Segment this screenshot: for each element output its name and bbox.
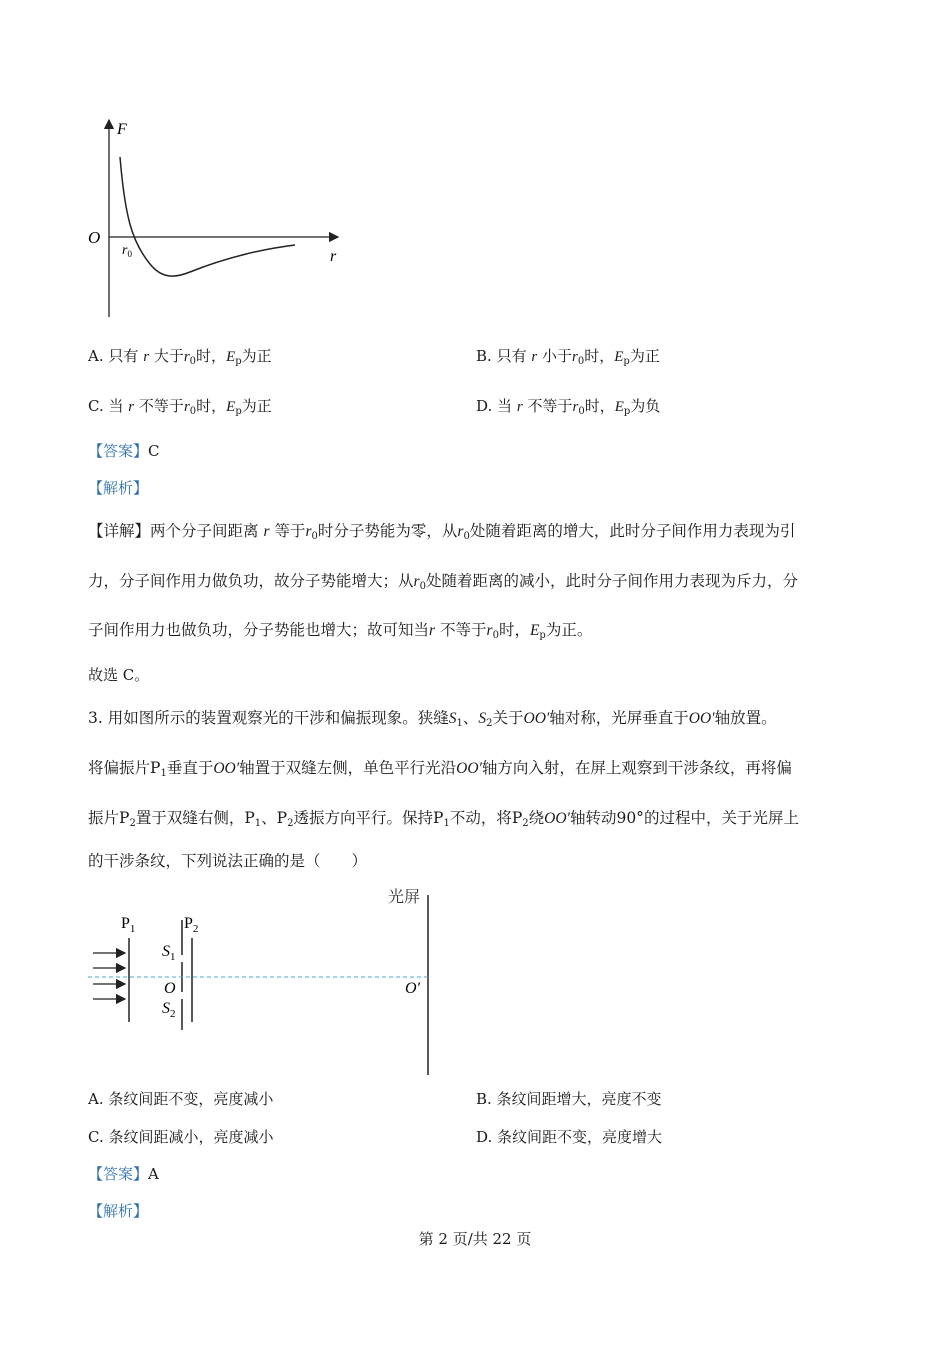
- p1-label: [121, 915, 135, 935]
- x-axis-label: r: [330, 248, 337, 265]
- text: 的过程中，关于光屏上: [643, 809, 799, 827]
- q2-detail-line-1: [88, 521, 795, 547]
- var-r: r: [516, 399, 523, 415]
- sym-r0: r: [572, 399, 579, 415]
- sym-sub: p: [623, 406, 631, 417]
- text: 等于: [274, 522, 306, 540]
- sym-r0: r: [486, 622, 493, 639]
- sym-axis: OO′: [544, 810, 570, 827]
- sym-ep: E: [529, 622, 540, 639]
- sym-p: P: [433, 809, 444, 827]
- q2-option-c[interactable]: [88, 396, 272, 422]
- text: 关于: [492, 709, 524, 727]
- text: 垂直于: [166, 759, 214, 777]
- q2-detail-line-2: [88, 571, 798, 597]
- q3-option-a[interactable]: A. 条纹间距不变，亮度减小: [88, 1090, 274, 1108]
- text: 为正。: [545, 621, 593, 639]
- option-text: 为正: [629, 347, 660, 365]
- detail-tag: 【详解】: [88, 522, 151, 540]
- sym-sub: p: [623, 356, 630, 367]
- sym-sub: p: [235, 406, 242, 417]
- sym-sub: 1: [160, 768, 167, 779]
- q2-option-d[interactable]: [476, 396, 660, 422]
- s2-sub: 2: [170, 1008, 176, 1020]
- sym-r0: r: [413, 573, 420, 590]
- sym-sub: 2: [522, 818, 529, 829]
- sym-p: P: [150, 759, 161, 777]
- r0-r: r: [122, 243, 128, 258]
- option-letter: C.: [88, 397, 104, 415]
- option-text: 时，: [196, 397, 227, 415]
- text: 振片: [88, 809, 120, 827]
- text: 子间作用力也做负功，分子势能也增大；故可知当: [88, 621, 430, 639]
- sym-r0: r: [572, 349, 578, 365]
- text: 轴放置。: [714, 709, 777, 727]
- sym-r0: r: [457, 523, 464, 540]
- angle: 90°: [616, 809, 644, 827]
- text: 不动，将: [449, 809, 512, 827]
- s2-label: [162, 1000, 176, 1020]
- option-text: 大于: [153, 347, 184, 365]
- q2-analysis: [88, 478, 148, 498]
- text: 、: [261, 809, 277, 827]
- text: 时分子势能为零，从: [317, 522, 458, 540]
- o-label: O: [164, 980, 176, 997]
- text: 3. 用如图所示的装置观察光的干涉和偏振现象。狭缝: [88, 709, 449, 727]
- q2-conclusion: 故选 C。: [88, 666, 150, 684]
- o-prime-label: O′: [405, 980, 421, 997]
- force-distance-graph: [80, 112, 360, 322]
- q2-answer: [88, 441, 160, 461]
- answer-tag: 【答案】: [88, 1165, 149, 1183]
- p2-label: [184, 915, 198, 935]
- r0-label: [122, 243, 132, 259]
- sym-p: P: [119, 809, 130, 827]
- var-r: r: [429, 622, 436, 639]
- sym-sub: 0: [189, 406, 197, 417]
- analysis-tag: 【解析】: [88, 1202, 149, 1220]
- option-text: 不等于: [138, 397, 184, 415]
- sym-sub: 0: [419, 581, 426, 592]
- text: 轴转动: [569, 809, 617, 827]
- q3-answer: [88, 1164, 159, 1184]
- option-text: 为正: [241, 347, 272, 365]
- sym-sub: 2: [486, 718, 493, 729]
- sym-p: P: [244, 809, 255, 827]
- var-r: r: [531, 349, 538, 365]
- sym-p: P: [511, 809, 523, 827]
- page-footer: 第 2 页/共 22 页: [418, 1230, 532, 1248]
- option-text: 当: [497, 397, 513, 415]
- option-text: 为负: [630, 397, 661, 415]
- option-letter: A.: [88, 347, 104, 365]
- option-text: 小于: [542, 347, 573, 365]
- r0-sub: 0: [127, 249, 132, 259]
- sym-sub: 2: [129, 818, 136, 829]
- q3-stem-line-2: [88, 758, 792, 784]
- option-text: 只有: [496, 347, 527, 365]
- option-text: 为正: [241, 397, 272, 415]
- q2-option-b[interactable]: [476, 346, 660, 372]
- sym-ep: E: [614, 399, 624, 415]
- sym-sub: 0: [578, 406, 585, 417]
- text: 透振方向平行。保持: [293, 809, 433, 827]
- text: 轴对称，光屏垂直于: [549, 709, 689, 727]
- sym-sub: 0: [577, 356, 585, 367]
- sym-axis: OO′: [456, 760, 482, 777]
- q3-option-b[interactable]: B. 条纹间距增大，亮度不变: [476, 1090, 662, 1108]
- sym-sub: 0: [311, 531, 318, 542]
- sym-axis: OO′: [523, 710, 550, 727]
- double-slit-apparatus: [85, 880, 445, 1080]
- p1-sub: 1: [129, 923, 136, 935]
- option-letter: B.: [476, 347, 492, 365]
- text: 绕: [528, 809, 545, 827]
- sym-sub: 1: [456, 718, 463, 729]
- option-text: 时，: [584, 397, 615, 415]
- answer-tag: 【答案】: [88, 442, 149, 460]
- q3-stem-line-3: [88, 808, 799, 834]
- sym-sub: 1: [443, 818, 450, 829]
- text: 时，: [498, 621, 530, 639]
- s1-sub: 1: [170, 951, 176, 963]
- option-text: 时，: [196, 347, 227, 365]
- text: 轴方向入射，在屏上观察到干涉条纹，再将偏: [481, 759, 792, 777]
- text: 力，分子间作用力做负功，故分子势能增大；从: [88, 572, 414, 590]
- option-text: 当: [108, 397, 124, 415]
- p1-letter: P: [121, 915, 130, 932]
- var-r: r: [143, 349, 150, 365]
- sym-p: P: [276, 809, 288, 827]
- option-text: 不等于: [527, 397, 573, 415]
- sym-ep: E: [226, 349, 236, 365]
- s1-label: [162, 943, 176, 963]
- q3-analysis: [88, 1201, 148, 1221]
- screen-label: 光屏: [388, 887, 421, 906]
- sym-sub: 0: [189, 356, 197, 367]
- sym-s: S: [478, 710, 487, 727]
- option-text: 只有: [108, 347, 139, 365]
- sym-sub: 0: [463, 531, 470, 542]
- sym-axis: OO′: [688, 710, 715, 727]
- text: 两个分子间距离: [150, 522, 259, 540]
- sym-ep: E: [226, 399, 236, 415]
- s2-letter: S: [162, 1000, 170, 1017]
- q2-option-a[interactable]: [88, 346, 272, 372]
- text: 不等于: [440, 621, 487, 639]
- text: 将偏振片: [88, 759, 151, 777]
- sym-sub: 2: [287, 818, 294, 829]
- q3-stem-line-4: 的干涉条纹，下列说法正确的是（ ）: [88, 852, 368, 870]
- var-r: r: [128, 399, 135, 415]
- sym-sub: 1: [254, 818, 262, 829]
- force-curve: [120, 157, 295, 276]
- q3-option-d[interactable]: D. 条纹间距不变，亮度增大: [476, 1128, 663, 1146]
- text: 处随着距离的增大，此时分子间作用力表现为引: [469, 522, 796, 540]
- sym-r0: r: [305, 523, 312, 540]
- p2-sub: 2: [192, 923, 199, 935]
- sym-r0: r: [183, 399, 190, 415]
- sym-sub: p: [235, 356, 242, 367]
- answer-value: A: [148, 1165, 159, 1183]
- sym-s: S: [448, 710, 457, 727]
- sym-sub: p: [539, 630, 546, 641]
- text: 置于双缝右侧，: [135, 809, 245, 827]
- s1-letter: S: [162, 943, 170, 960]
- p2-letter: P: [184, 915, 193, 932]
- option-letter: D.: [476, 397, 493, 415]
- text: 、: [462, 709, 479, 727]
- sym-ep: E: [614, 349, 624, 365]
- answer-value: C: [148, 442, 160, 460]
- sym-r0: r: [183, 349, 190, 365]
- q3-stem-line-1: [88, 708, 777, 734]
- sym-axis: OO′: [213, 760, 240, 777]
- text: 轴置于双缝左侧，单色平行光沿: [239, 759, 457, 777]
- q3-option-c[interactable]: C. 条纹间距减小，亮度减小: [88, 1128, 274, 1146]
- q2-detail-line-3: [88, 620, 592, 646]
- analysis-tag: 【解析】: [88, 479, 149, 497]
- y-axis-label: F: [117, 121, 127, 138]
- option-text: 时，: [584, 347, 615, 365]
- text: 处随着距离的减小，此时分子间作用力表现为斥力，分: [425, 572, 798, 590]
- var-r: r: [263, 523, 270, 540]
- sym-sub: 0: [492, 630, 499, 641]
- origin-label: O: [88, 228, 101, 247]
